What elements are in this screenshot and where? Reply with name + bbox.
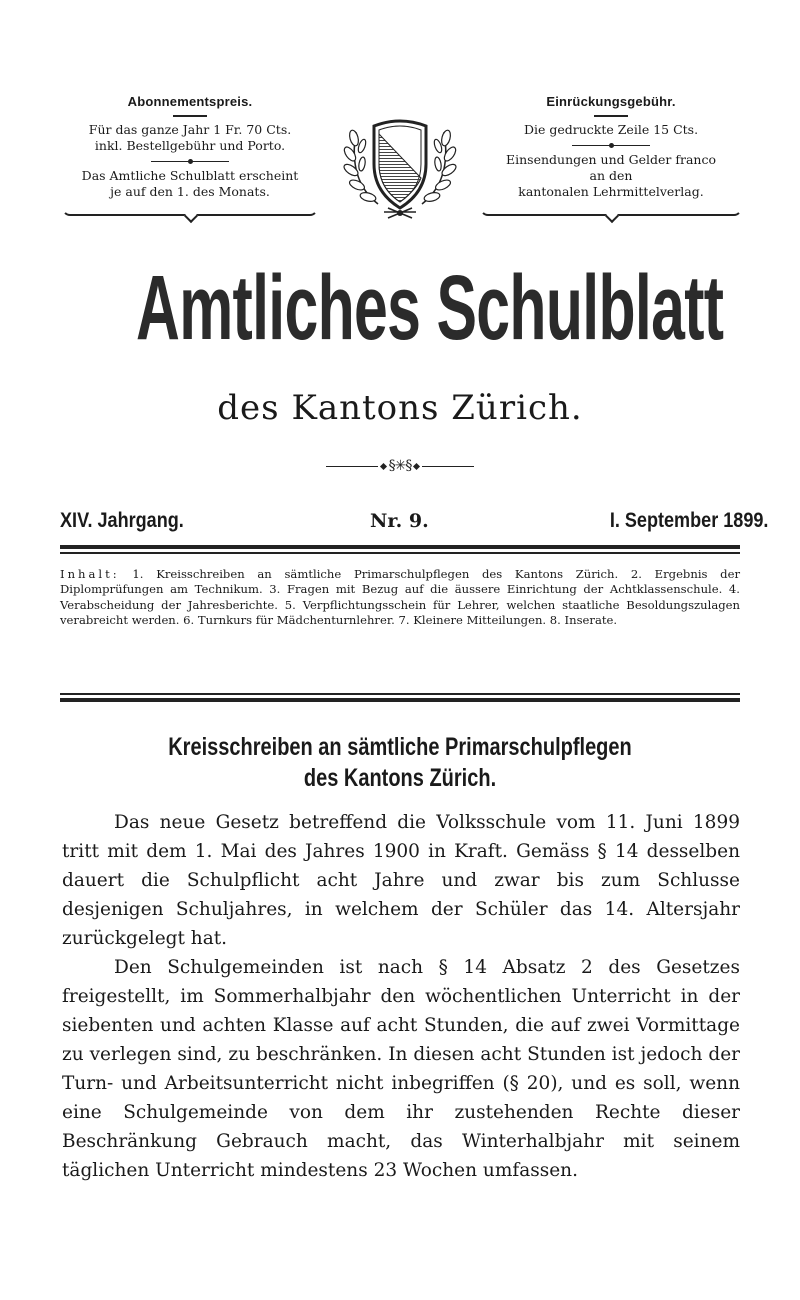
divider	[594, 115, 628, 117]
double-rule-bottom	[60, 693, 740, 702]
insertion-fee-title: Einrückungsgebühr.	[546, 94, 676, 109]
brace-divider	[480, 206, 742, 216]
submission-info-line: kantonalen Lehrmittelverlag.	[518, 183, 704, 199]
insertion-fee-line: Die gedruckte Zeile 15 Cts.	[523, 121, 699, 137]
article-headline-line: Kreisschreiben an sämtliche Primarschulpflegen	[168, 733, 632, 761]
table-of-contents	[60, 567, 740, 629]
masthead-subtitle-wrap	[0, 388, 800, 428]
issue-line	[60, 509, 768, 539]
subscription-price-title: Abonnementspreis.	[127, 94, 253, 109]
submission-info-line: an den	[589, 167, 633, 183]
ornament-divider-icon: §✳§	[300, 458, 500, 474]
insertion-fee-box	[480, 94, 742, 216]
publication-schedule-line: Das Amtliche Schulblatt erscheint	[81, 167, 299, 183]
article-paragraph: Das neue Gesetz betreffend die Volksschule vom 11. Juni 1899 tritt mit dem 1. Mai des Jahres 1900 in Kraft. Gemäss § 14 desselben dauert die Schulpflicht acht Jahre und zwar bis zum Schlusse desjenigen Schuljahres, in welchem der Schüler das 14. Altersjahr zurückgelegt hat.	[62, 812, 740, 949]
article-headline	[0, 732, 800, 794]
submission-info-line: Einsendungen und Gelder franco	[506, 151, 716, 167]
subscription-price-line: Für das ganze Jahr 1 Fr. 70 Cts.	[88, 121, 292, 137]
article-paragraph: Den Schulgemeinden ist nach § 14 Absatz 2 des Gesetzes freigestellt, im Sommerhalbjahr den wöchentlichen Unterricht in der siebenten und achten Klasse auf acht Stunden, die auf zwei Vormittage zu verlegen sind, zu beschränken. In diesen acht Stunden ist jedoch der Turn- und Arbeitsunterricht nicht inbegriffen (§ 20), und es soll, wenn eine Schulgemeinde von dem ihr zustehenden Rechte dieser Beschränkung Gebrauch macht, das Winterhalbjahr mit seinem täglichen Unterricht mindestens 23 Wochen umfassen.	[62, 957, 740, 1181]
article-headline-line: des Kantons Zürich.	[303, 764, 497, 792]
zurich-coat-of-arms-icon	[338, 112, 462, 228]
issue-date: I. September 1899.	[609, 509, 768, 532]
publication-schedule-line: je auf den 1. des Monats.	[110, 183, 270, 199]
contents-label: Inhalt:	[60, 567, 120, 581]
dotted-divider	[572, 145, 650, 146]
subscription-price-line: inkl. Bestellgebühr und Porto.	[94, 137, 286, 153]
masthead	[0, 257, 800, 359]
divider	[173, 115, 207, 117]
contents-text: 1. Kreisschreiben an sämtliche Primarschulpflegen des Kantons Zürich. 2. Ergebnis der Diplomprüfungen am Technikum. 3. Fragen mit Bezug auf die äussere Einrichtung der Achtklassenschule. 4. Verabscheidung der Jahresberichte. 5. Verpflichtungsschein für Lehrer, welchen staatliche Besoldungszulagen verabreicht werden. 6. Turnkurs für Mädchenturnlehrer. 7. Kleinere Mitteilungen. 8. Inserate.	[60, 567, 741, 628]
double-rule-top	[60, 545, 740, 554]
subscription-price-box	[62, 94, 318, 216]
masthead-subtitle: des Kantons Zürich.	[217, 388, 583, 428]
volume-label: XIV. Jahrgang.	[60, 509, 184, 532]
brace-divider	[62, 206, 318, 216]
masthead-title: Amtliches Schulblatt	[136, 257, 724, 359]
dotted-divider	[151, 161, 229, 162]
issue-number: Nr. 9.	[370, 510, 429, 532]
article-body	[62, 808, 740, 1185]
